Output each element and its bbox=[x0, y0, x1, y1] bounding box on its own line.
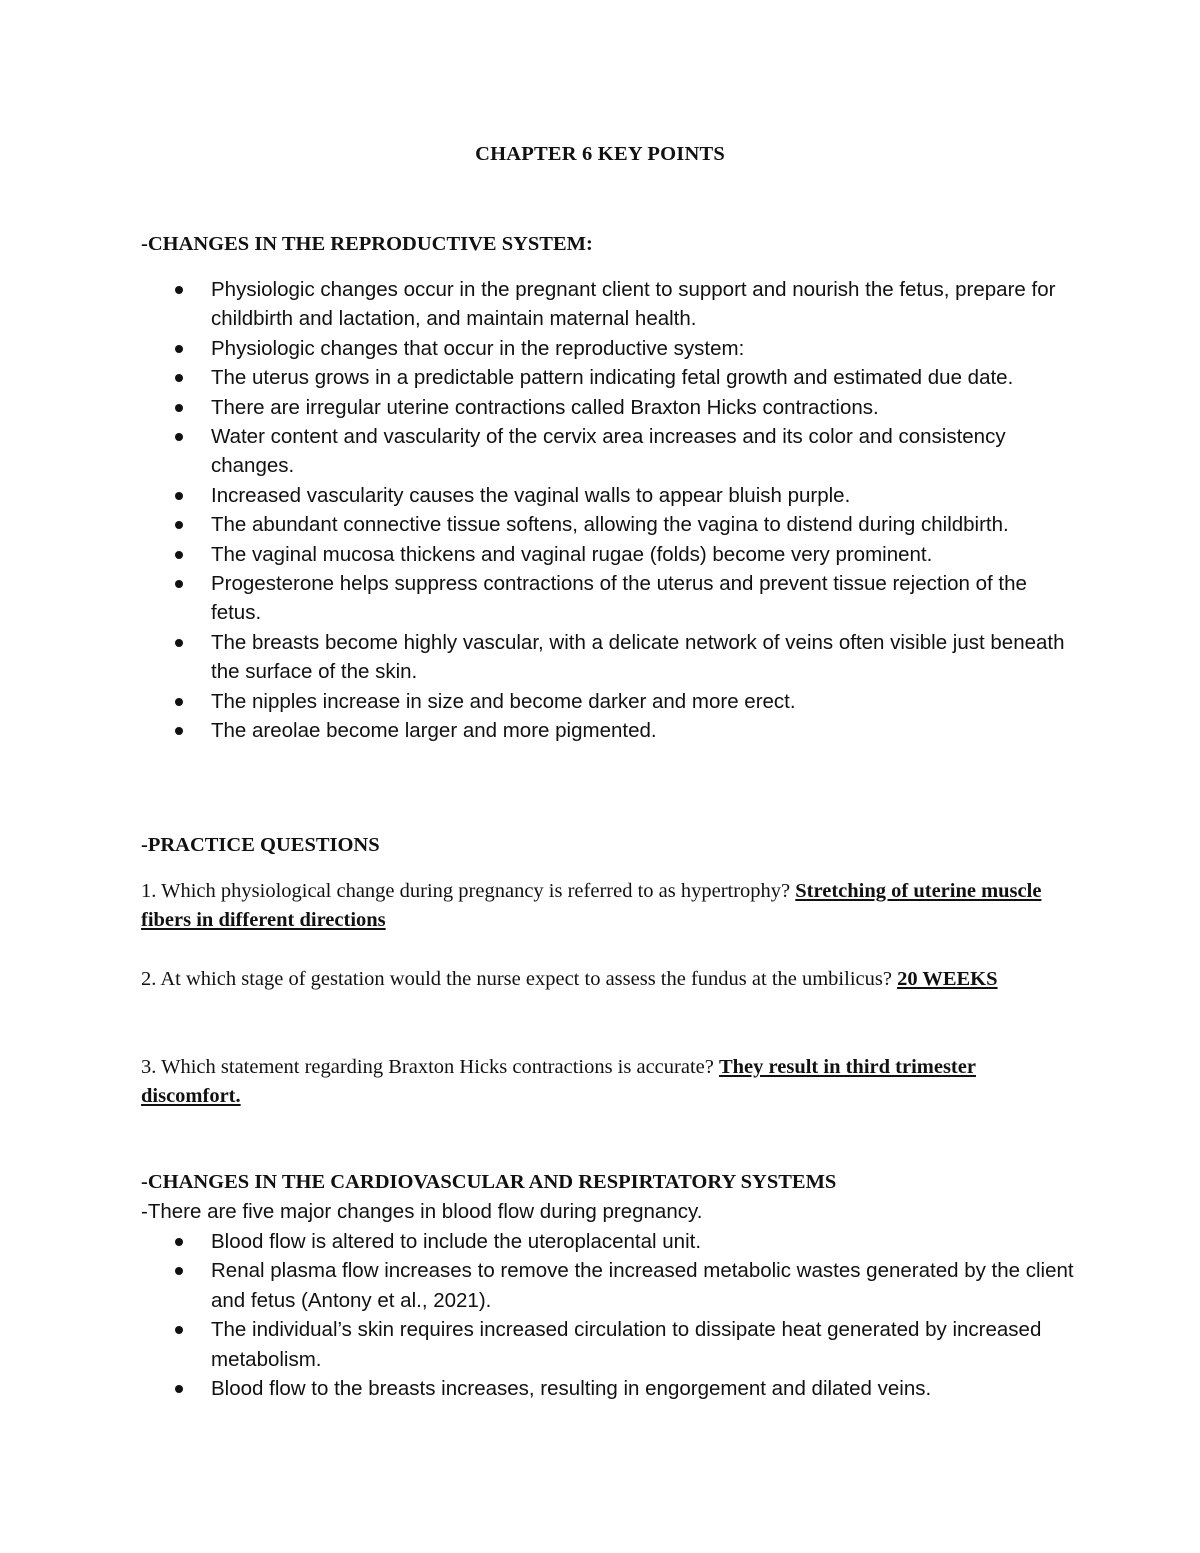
answer-text: 20 WEEKS bbox=[897, 968, 998, 990]
bullet-dot-icon bbox=[175, 286, 183, 294]
list-item-text: Blood flow is altered to include the uteroplacental unit. bbox=[211, 1230, 702, 1253]
answer-text: Stretching of uterine muscle fibers in different directions bbox=[141, 880, 1042, 932]
list-item bbox=[141, 628, 1081, 687]
bullet-dot-icon bbox=[175, 374, 183, 382]
section-heading-reproductive: -CHANGES IN THE REPRODUCTIVE SYSTEM: bbox=[141, 233, 593, 255]
list-item bbox=[141, 275, 1081, 334]
list-item-text: Blood flow to the breasts increases, resulting in engorgement and dilated veins. bbox=[211, 1377, 932, 1401]
bullet-dot-icon bbox=[175, 345, 183, 353]
list-item-text: Water content and vascularity of the cervix area increases and its color and consistency changes. bbox=[211, 425, 1006, 478]
practice-question-1 bbox=[141, 877, 1061, 936]
list-item bbox=[141, 1374, 1081, 1403]
list-item-text: Physiologic changes occur in the pregnant client to support and nourish the fetus, prepare for childbirth and lactation, and maintain maternal health. bbox=[211, 278, 1056, 331]
list-item-text: The breasts become highly vascular, with a delicate network of veins often visible just beneath the surface of the skin. bbox=[211, 630, 1065, 684]
bullet-dot-icon bbox=[175, 551, 183, 559]
list-item bbox=[141, 363, 1081, 392]
list-item bbox=[141, 687, 1081, 716]
list-item-text: The uterus grows in a predictable pattern indicating fetal growth and estimated due date. bbox=[211, 366, 1014, 390]
bullet-dot-icon bbox=[175, 580, 183, 588]
list-item bbox=[141, 716, 1081, 745]
practice-question-2 bbox=[141, 965, 1061, 994]
list-item-text: Progesterone helps suppress contractions of the uterus and prevent tissue rejection of the fetus. bbox=[211, 572, 1027, 625]
bullet-dot-icon bbox=[175, 1267, 183, 1275]
bullet-dot-icon bbox=[175, 698, 183, 706]
list-item bbox=[141, 510, 1081, 539]
list-item-text: Physiologic changes that occur in the reproductive system: bbox=[211, 336, 745, 360]
bullet-list-reproductive bbox=[141, 275, 1081, 746]
bullet-dot-icon bbox=[175, 1238, 183, 1246]
list-item-text: The abundant connective tissue softens, allowing the vagina to distend during childbirth. bbox=[211, 513, 1009, 537]
practice-question-3 bbox=[141, 1053, 1061, 1112]
page-title: CHAPTER 6 KEY POINTS bbox=[475, 143, 725, 165]
bullet-dot-icon bbox=[175, 727, 183, 735]
list-item-text: The nipples increase in size and become darker and more erect. bbox=[211, 689, 796, 713]
section-heading-practice: -PRACTICE QUESTIONS bbox=[141, 834, 380, 856]
answer-text: They result in third trimester discomfort. bbox=[141, 1056, 976, 1108]
list-item bbox=[141, 569, 1081, 628]
list-item-text: The vaginal mucosa thickens and vaginal rugae (folds) become very prominent. bbox=[211, 542, 933, 566]
bullet-dot-icon bbox=[175, 492, 183, 500]
list-item-text: There are irregular uterine contractions called Braxton Hicks contractions. bbox=[211, 395, 879, 419]
bullet-dot-icon bbox=[175, 1326, 183, 1334]
list-item bbox=[141, 422, 1081, 481]
list-item-text: Increased vascularity causes the vaginal walls to appear bluish purple. bbox=[211, 483, 851, 507]
bullet-dot-icon bbox=[175, 1385, 183, 1393]
question-text: 2. At which stage of gestation would the nurse expect to assess the fundus at the umbilicus? bbox=[141, 968, 892, 990]
section-heading-cardio: -CHANGES IN THE CARDIOVASCULAR AND RESPIRTATORY SYSTEMS bbox=[141, 1171, 837, 1193]
bullet-dot-icon bbox=[175, 404, 183, 412]
cardio-intro: -There are five major changes in blood flow during pregnancy. bbox=[141, 1200, 703, 1223]
question-text: 3. Which statement regarding Braxton Hicks contractions is accurate? bbox=[141, 1056, 714, 1078]
bullet-dot-icon bbox=[175, 521, 183, 529]
bullet-list-cardio bbox=[141, 1227, 1081, 1403]
list-item-text: The individual’s skin requires increased circulation to dissipate heat generated by increased metabolism. bbox=[211, 1318, 1042, 1371]
list-item bbox=[141, 1256, 1081, 1315]
bullet-dot-icon bbox=[175, 433, 183, 441]
list-item-text: The areolae become larger and more pigmented. bbox=[211, 719, 657, 743]
list-item bbox=[141, 1227, 1081, 1256]
list-item-text: Renal plasma flow increases to remove the increased metabolic wastes generated by the client and fetus (Antony et al., 2021). bbox=[211, 1259, 1074, 1312]
bullet-dot-icon bbox=[175, 639, 183, 647]
list-item bbox=[141, 334, 1081, 363]
list-item bbox=[141, 393, 1081, 422]
list-item bbox=[141, 481, 1081, 510]
question-text: 1. Which physiological change during pregnancy is referred to as hypertrophy? bbox=[141, 880, 791, 902]
list-item bbox=[141, 540, 1081, 569]
list-item bbox=[141, 1315, 1081, 1374]
